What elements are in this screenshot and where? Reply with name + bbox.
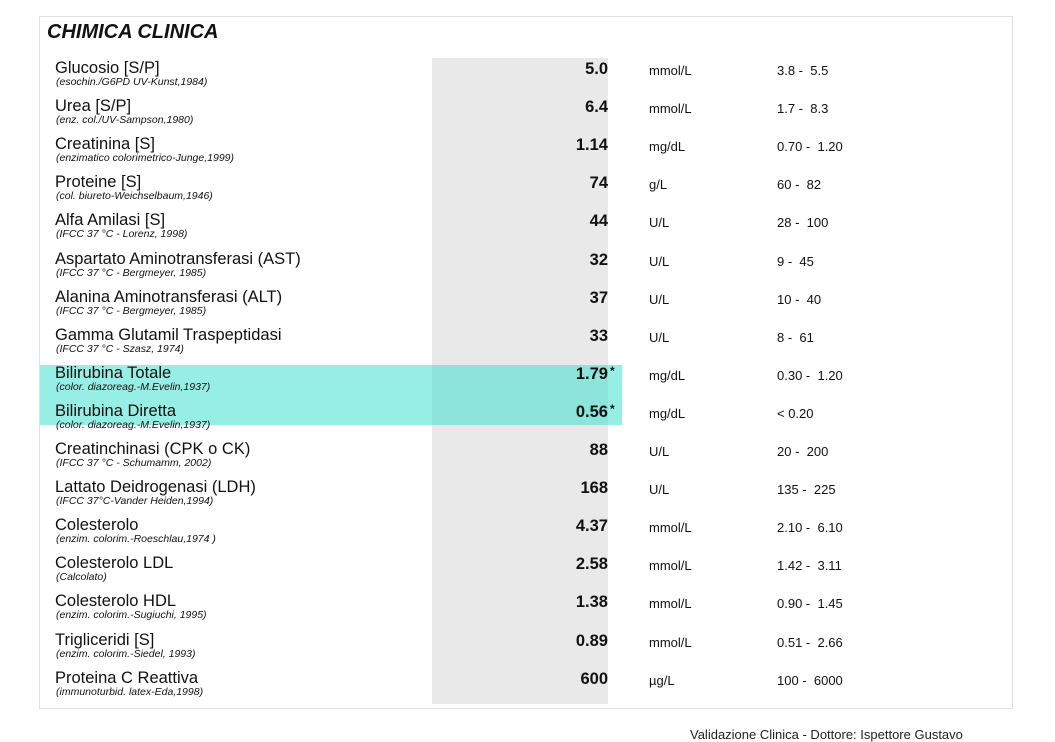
test-name: Proteine [S] [55, 173, 142, 192]
test-name: Trigliceridi [S] [55, 630, 155, 649]
test-unit: g/L [649, 177, 668, 193]
test-row [0, 669, 1055, 707]
reference-range: 135 - 225 [777, 482, 836, 498]
test-value: 6.4 [585, 98, 608, 117]
test-unit: mmol/L [649, 63, 692, 78]
test-row [0, 97, 1055, 135]
test-row [0, 288, 1055, 326]
test-method: (Calcolato) [56, 571, 107, 584]
test-row [0, 135, 1055, 173]
reference-range: 0.70 - 1.20 [777, 139, 843, 155]
test-unit: mmol/L [649, 596, 692, 612]
test-row [0, 364, 1055, 402]
test-name: Glucosio [S/P] [55, 59, 160, 77]
test-name: Aspartato Aminotransferasi (AST) [55, 249, 301, 268]
test-method: (col. biureto-Weichselbaum,1946) [56, 190, 213, 203]
test-value: 0.89 [575, 631, 608, 650]
test-unit: mmol/L [649, 101, 692, 117]
reference-range: 60 - 82 [777, 177, 822, 193]
test-value: 600 [580, 669, 608, 688]
test-unit: U/L [649, 444, 670, 459]
test-row [0, 402, 1055, 440]
test-unit: mmol/L [649, 520, 692, 536]
abnormal-flag: * [610, 401, 615, 416]
test-value: 1.79 [575, 364, 608, 383]
test-method: (IFCC 37°C-Vander Heiden,1994) [56, 495, 214, 508]
reference-range: < 0.20 [777, 405, 814, 421]
test-unit: U/L [649, 482, 670, 498]
reference-range: 1.7 - 8.3 [777, 101, 829, 117]
test-name: Urea [S/P] [55, 97, 132, 116]
test-row [0, 440, 1055, 478]
test-row [0, 59, 1055, 97]
test-value: 1.38 [575, 593, 608, 612]
reference-range: 2.10 - 6.10 [777, 520, 843, 536]
test-method: (color. diazoreag.-M.Evelin,1937) [56, 418, 211, 431]
test-unit: mmol/L [649, 558, 692, 574]
reference-range: 0.30 - 1.20 [777, 367, 843, 383]
test-method: (IFCC 37 °C - Schumamm, 2002) [56, 457, 212, 469]
test-method: (enzim. colorim.-Roeschlau,1974 ) [56, 533, 216, 546]
test-unit: U/L [649, 291, 670, 307]
test-method: (IFCC 37 °C - Lorenz, 1998) [56, 228, 188, 241]
test-name: Creatinchinasi (CPK o CK) [55, 440, 251, 458]
reference-range: 100 - 6000 [777, 672, 843, 688]
test-unit: U/L [649, 215, 670, 231]
test-method: (IFCC 37 °C - Bergmeyer, 1985) [56, 266, 207, 279]
test-row [0, 478, 1055, 516]
test-method: (IFCC 37 °C - Szasz, 1974) [56, 342, 184, 355]
test-row [0, 516, 1055, 554]
test-row [0, 173, 1055, 211]
test-name: Bilirubina Totale [55, 363, 172, 382]
reference-range: 9 - 45 [777, 253, 814, 269]
test-row [0, 554, 1055, 592]
test-value: 5.0 [585, 60, 608, 78]
test-unit: U/L [649, 329, 670, 345]
test-method: (enzim. colorim.-Sugiuchi, 1995) [56, 609, 207, 622]
test-name: Colesterolo LDL [55, 554, 174, 573]
reference-range: 3.8 - 5.5 [777, 63, 829, 78]
test-name: Alfa Amilasi [S] [55, 211, 166, 230]
test-unit: mmol/L [649, 634, 692, 650]
test-method: (enz. col./UV-Sampson,1980) [56, 114, 194, 127]
reference-range: 0.51 - 2.66 [777, 634, 843, 650]
test-value: 32 [589, 250, 608, 269]
test-row [0, 592, 1055, 630]
reference-range: 20 - 200 [777, 444, 829, 459]
test-method: (esochin./G6PD UV-Kunst,1984) [56, 76, 208, 88]
test-value: 44 [589, 212, 608, 231]
test-row [0, 326, 1055, 364]
reference-range: 28 - 100 [777, 215, 829, 231]
test-method: (enzim. colorim.-Siedel, 1993) [56, 647, 196, 660]
test-name: Lattato Deidrogenasi (LDH) [55, 478, 256, 497]
reference-range: 10 - 40 [777, 291, 822, 307]
test-row [0, 211, 1055, 249]
test-name: Creatinina [S] [55, 135, 155, 154]
test-unit: µg/L [649, 672, 675, 688]
section-title: CHIMICA CLINICA [47, 21, 219, 43]
reference-range: 8 - 61 [777, 329, 814, 345]
test-method: (immunoturbid. latex-Eda,1998) [56, 685, 204, 698]
test-name: Colesterolo HDL [55, 592, 177, 611]
test-unit: mg/dL [649, 367, 686, 383]
reference-range: 1.42 - 3.11 [777, 558, 842, 574]
test-value: 1.14 [575, 136, 608, 155]
test-value: 0.56 [575, 402, 608, 421]
test-method: (color. diazoreag.-M.Evelin,1937) [56, 380, 211, 393]
test-row [0, 631, 1055, 669]
test-value: 37 [589, 288, 608, 307]
test-name: Bilirubina Diretta [55, 401, 177, 420]
test-unit: U/L [649, 253, 670, 269]
test-value: 74 [589, 174, 608, 193]
test-unit: mg/dL [649, 139, 686, 155]
test-value: 33 [589, 326, 608, 345]
test-value: 2.58 [575, 555, 608, 574]
reference-range: 0.90 - 1.45 [777, 596, 843, 612]
test-value: 4.37 [575, 517, 608, 536]
test-row [0, 250, 1055, 288]
test-unit: mg/dL [649, 405, 686, 421]
abnormal-flag: * [610, 363, 615, 378]
test-name: Proteina C Reattiva [55, 668, 199, 687]
test-value: 88 [589, 441, 608, 459]
test-method: (IFCC 37 °C - Bergmeyer, 1985) [56, 304, 207, 317]
test-name: Gamma Glutamil Traspeptidasi [55, 325, 282, 344]
test-name: Colesterolo [55, 516, 139, 535]
test-name: Alanina Aminotransferasi (ALT) [55, 287, 283, 306]
test-method: (enzimatico colorimetrico-Junge,1999) [56, 152, 234, 165]
footer-text: Validazione Clinica - Dottore: Ispettore Gustavo [690, 727, 963, 742]
test-value: 168 [580, 479, 608, 498]
